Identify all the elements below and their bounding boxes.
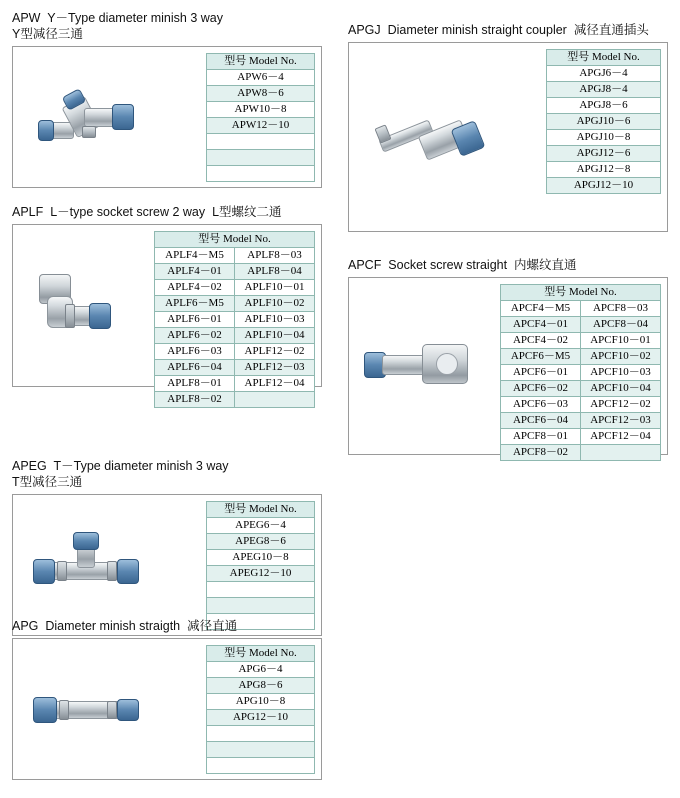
table-header-apeg: 型号 Model No. bbox=[207, 502, 315, 518]
panel-apw bbox=[12, 46, 322, 188]
table-row: APG6－4 bbox=[207, 662, 315, 678]
table-row: APW10－8 bbox=[207, 102, 315, 118]
section-title-apw bbox=[12, 10, 322, 42]
figure-apg bbox=[13, 639, 173, 779]
panel-apgj bbox=[348, 42, 668, 232]
section-title-apgj bbox=[348, 22, 668, 38]
table-row: APCF8－02 bbox=[501, 445, 661, 461]
model-table-apgj bbox=[546, 49, 661, 194]
table-row: APLF4－M5 APLF8－03 bbox=[155, 248, 315, 264]
table-row bbox=[207, 726, 315, 742]
table-cell-apg bbox=[173, 639, 321, 779]
section-title-cn-aplf: L型螺纹二通 bbox=[212, 205, 282, 219]
table-row: APEG8－6 bbox=[207, 534, 315, 550]
table-row: APCF6－03 APCF12－02 bbox=[501, 397, 661, 413]
section-title-cn-apgj: 减径直通插头 bbox=[573, 23, 649, 37]
figure-apw bbox=[13, 47, 173, 187]
section-title-en-aplf: L－type socket screw 2 way bbox=[50, 205, 206, 219]
model-table-apw bbox=[206, 53, 315, 182]
table-row bbox=[207, 150, 315, 166]
section-aplf bbox=[12, 204, 322, 405]
table-row: APG10－8 bbox=[207, 694, 315, 710]
section-title-en-apeg: T－Type diameter minish 3 way bbox=[53, 459, 229, 473]
panel-aplf bbox=[12, 224, 322, 405]
table-row: APCF6－04 APCF12－03 bbox=[501, 413, 661, 429]
section-title-en-apw: Y－Type diameter minish 3 way bbox=[47, 11, 223, 25]
table-row: APLF8－01 APLF12－04 bbox=[155, 376, 315, 392]
table-row: APLF6－02 APLF10－04 bbox=[155, 328, 315, 344]
section-apeg bbox=[12, 458, 322, 636]
table-row: APLF6－M5 APLF10－02 bbox=[155, 296, 315, 312]
model-table-apcf bbox=[500, 284, 661, 461]
table-row bbox=[207, 758, 315, 774]
table-row: APCF8－01 APCF12－04 bbox=[501, 429, 661, 445]
table-header-apcf: 型号 Model No. bbox=[501, 285, 661, 301]
model-table-aplf bbox=[154, 231, 315, 408]
table-row: APGJ12－10 bbox=[547, 178, 661, 194]
table-cell-apcf bbox=[499, 278, 667, 458]
section-title-cn-apeg: T型减径三通 bbox=[12, 475, 83, 489]
section-title-cn-apg: 减径直通 bbox=[187, 619, 238, 633]
table-row: APG8－6 bbox=[207, 678, 315, 694]
section-code-apg: APG bbox=[12, 619, 39, 633]
section-title-cn-apcf: 内螺纹直通 bbox=[514, 258, 577, 272]
model-table-apeg bbox=[206, 501, 315, 630]
section-apw bbox=[12, 10, 322, 188]
section-title-en-apgj: Diameter minish straight coupler bbox=[387, 23, 567, 37]
table-row: APGJ12－6 bbox=[547, 146, 661, 162]
section-code-apw: APW bbox=[12, 11, 41, 25]
section-title-cn-apw: Y型减径三通 bbox=[12, 27, 83, 41]
table-row: APEG10－8 bbox=[207, 550, 315, 566]
table-row: APW6－4 bbox=[207, 70, 315, 86]
table-row: APW8－6 bbox=[207, 86, 315, 102]
table-header-apw: 型号 Model No. bbox=[207, 54, 315, 70]
table-row: APCF4－02 APCF10－01 bbox=[501, 333, 661, 349]
section-code-apgj: APGJ bbox=[348, 23, 381, 37]
section-title-apg bbox=[12, 618, 322, 634]
table-header-apgj: 型号 Model No. bbox=[547, 50, 661, 66]
section-apgj bbox=[348, 22, 668, 232]
table-row bbox=[207, 598, 315, 614]
table-cell-apeg bbox=[173, 495, 321, 635]
figure-apgj bbox=[349, 43, 519, 231]
table-row bbox=[207, 742, 315, 758]
section-title-aplf bbox=[12, 204, 322, 220]
table-cell-aplf bbox=[133, 225, 321, 405]
table-row: APGJ10－8 bbox=[547, 130, 661, 146]
panel-apeg bbox=[12, 494, 322, 636]
table-row bbox=[207, 582, 315, 598]
section-title-apcf bbox=[348, 257, 668, 273]
section-title-en-apg: Diameter minish straigth bbox=[45, 619, 181, 633]
figure-apcf bbox=[349, 278, 499, 454]
table-row: APW12－10 bbox=[207, 118, 315, 134]
table-header-apg: 型号 Model No. bbox=[207, 646, 315, 662]
table-row bbox=[207, 134, 315, 150]
table-row: APGJ12－8 bbox=[547, 162, 661, 178]
section-apg bbox=[12, 618, 322, 780]
model-table-apg bbox=[206, 645, 315, 774]
table-row: APGJ8－6 bbox=[547, 98, 661, 114]
table-row: APCF4－01 APCF8－04 bbox=[501, 317, 661, 333]
table-row: APGJ10－6 bbox=[547, 114, 661, 130]
section-code-apeg: APEG bbox=[12, 459, 47, 473]
table-row: APCF6－01 APCF10－03 bbox=[501, 365, 661, 381]
section-code-aplf: APLF bbox=[12, 205, 44, 219]
table-row: APCF6－02 APCF10－04 bbox=[501, 381, 661, 397]
table-row: APLF6－04 APLF12－03 bbox=[155, 360, 315, 376]
table-row: APLF4－02 APLF10－01 bbox=[155, 280, 315, 296]
table-row: APCF4－M5 APCF8－03 bbox=[501, 301, 661, 317]
table-row: APLF6－03 APLF12－02 bbox=[155, 344, 315, 360]
panel-apcf bbox=[348, 277, 668, 458]
figure-apeg bbox=[13, 495, 173, 635]
figure-aplf bbox=[13, 225, 133, 386]
section-title-apeg bbox=[12, 458, 322, 490]
section-code-apcf: APCF bbox=[348, 258, 382, 272]
table-row: APCF6－M5 APCF10－02 bbox=[501, 349, 661, 365]
table-cell-apgj bbox=[519, 43, 667, 231]
table-row: APLF6－01 APLF10－03 bbox=[155, 312, 315, 328]
table-row: APLF4－01 APLF8－04 bbox=[155, 264, 315, 280]
panel-apg bbox=[12, 638, 322, 780]
table-header-aplf: 型号 Model No. bbox=[155, 232, 315, 248]
section-apcf bbox=[348, 257, 668, 458]
table-row: APEG12－10 bbox=[207, 566, 315, 582]
section-title-en-apcf: Socket screw straight bbox=[388, 258, 508, 272]
table-row: APG12－10 bbox=[207, 710, 315, 726]
table-row: APGJ6－4 bbox=[547, 66, 661, 82]
table-row bbox=[207, 166, 315, 182]
table-row: APEG6－4 bbox=[207, 518, 315, 534]
table-row: APLF8－02 bbox=[155, 392, 315, 408]
table-row: APGJ8－4 bbox=[547, 82, 661, 98]
table-cell-apw bbox=[173, 47, 321, 187]
